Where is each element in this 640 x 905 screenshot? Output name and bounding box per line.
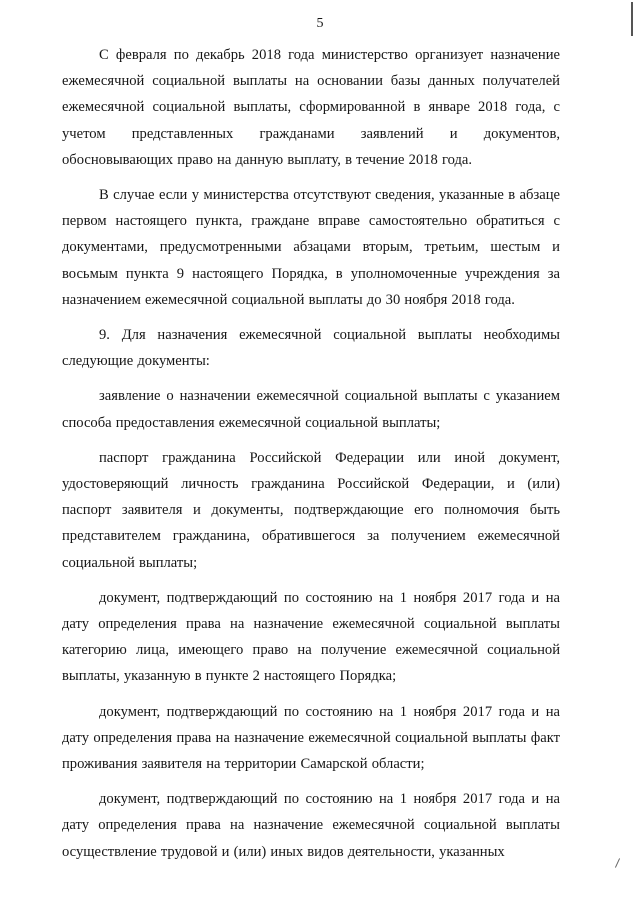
paragraph-required-documents: 9. Для назначения ежемесячной социальной выплаты необходимы следующие документы: (62, 327, 560, 370)
document-body (62, 42, 560, 865)
paragraph-schedule: С февраля по декабрь 2018 года министерство организует назначение ежемесячной социальной выплаты на основании базы данных получателей ежемесячной социальной выплаты, сформированной в январе 2018 года, с учетом представленных гражданами заявлений и документов, обосновывающих право на данную выплату, в течение 2018 года. (62, 47, 560, 168)
list-item-category-document: документ, подтверждающий по состоянию на 1 ноября 2017 года и на дату определения права на назначение ежемесячной социальной выплаты категорию лица, имеющего право на получение ежемесячной социальной выплаты, указанную в пункте 2 настоящего Порядка; (62, 589, 560, 685)
list-item-employment-document: документ, подтверждающий по состоянию на 1 ноября 2017 года и на дату определения права на назначение ежемесячной социальной выплаты осуществление трудовой и (или) иных видов деятельности, указанных (62, 791, 560, 860)
list-item-passport: паспорт гражданина Российской Федерации или иной документ, удостоверяющий личность гражданина Российской Федерации, и (или) паспорт заявителя и документы, подтверждающие его полномочия быть представителем гражданина, обратившегося за получением ежемесячной социальной выплаты; (62, 449, 560, 571)
scan-artifact-top (631, 2, 633, 36)
page-number: 5 (316, 16, 324, 31)
scan-artifact-bottom (615, 858, 620, 867)
list-item-residence-document: документ, подтверждающий по состоянию на 1 ноября 2017 года и на дату определения права на назначение ежемесячной социальной выплаты факт проживания заявителя на территории Самарской области; (62, 703, 560, 773)
list-item-application: заявление о назначении ежемесячной социальной выплаты с указанием способа предоставления ежемесячной социальной выплаты; (62, 388, 560, 431)
paragraph-missing-info: В случае если у министерства отсутствуют сведения, указанные в абзаце первом настоящего пункта, граждане вправе самостоятельно обратиться с документами, предусмотренными абзацами вторым, третьим, шестым и восьмым пункта 9 настоящего Порядка, в уполномоченные учреждения за назначением ежемесячной социальной выплаты до 30 ноября 2018 года. (62, 187, 560, 308)
